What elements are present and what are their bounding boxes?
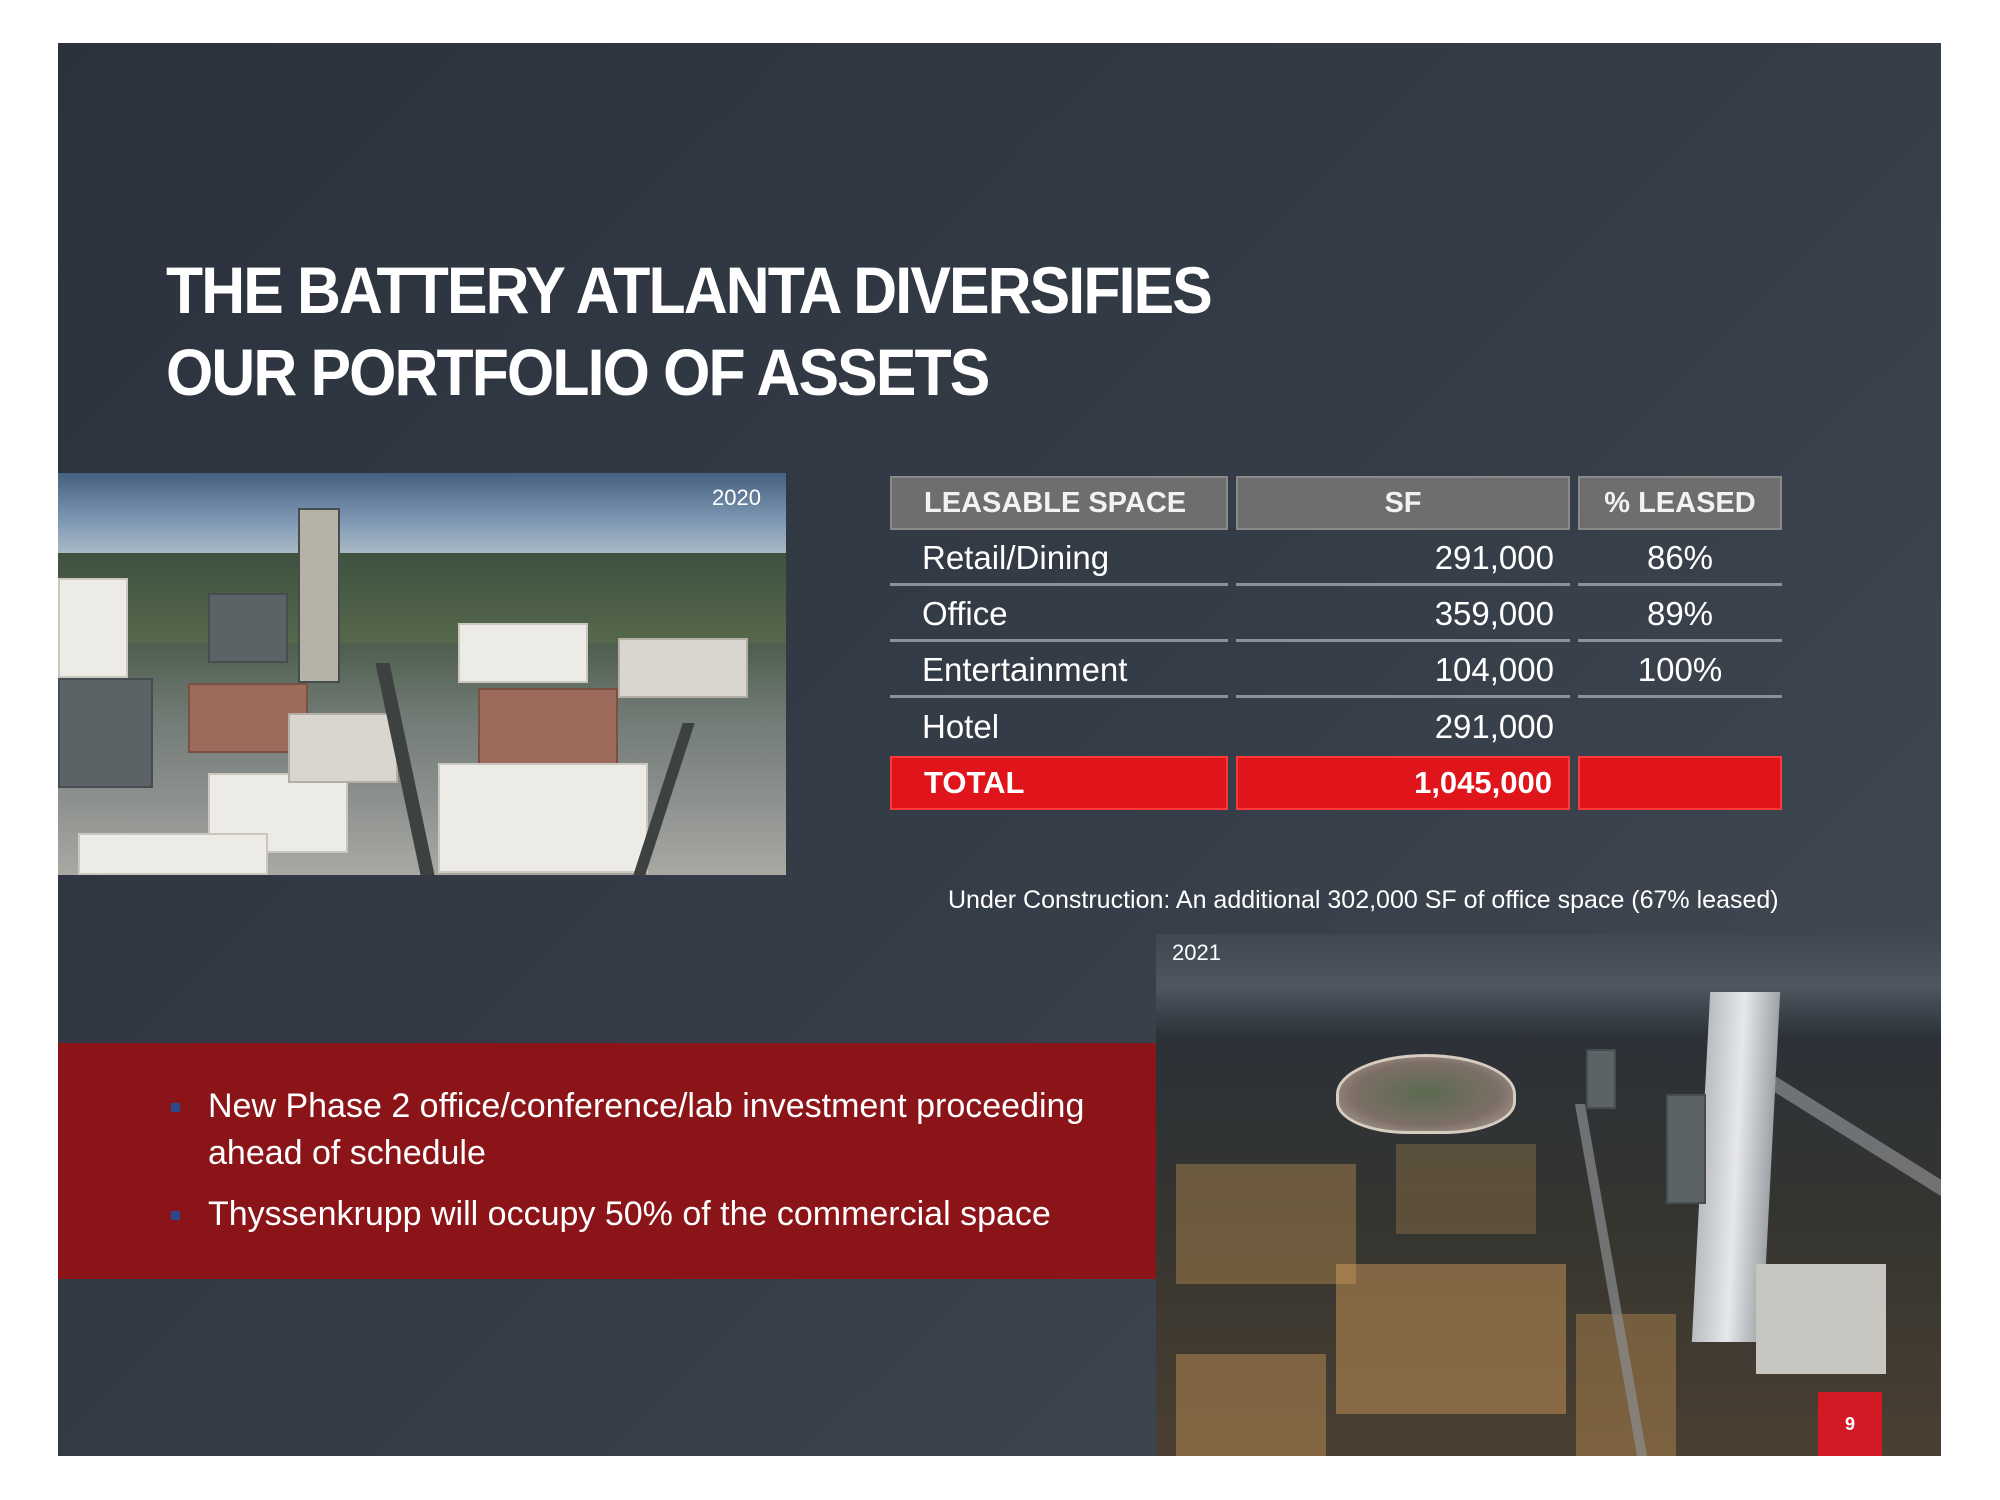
row-category: Office xyxy=(890,588,1228,642)
row-category: Entertainment xyxy=(890,644,1228,698)
photo-building xyxy=(1586,1049,1616,1109)
photo-building xyxy=(1666,1094,1706,1204)
slide-title xyxy=(166,249,1270,413)
row-percent-leased xyxy=(1578,700,1782,754)
photo-stadium xyxy=(1336,1054,1516,1134)
photo-building xyxy=(438,763,648,873)
photo-lit-block xyxy=(1396,1144,1536,1234)
bullet-item xyxy=(166,1191,1166,1238)
table-row xyxy=(890,700,1785,756)
photo-building xyxy=(288,713,398,783)
table-total-row xyxy=(890,756,1785,812)
photo-building xyxy=(58,678,153,788)
bullet-text: New Phase 2 office/conference/lab investment proceeding ahead of schedule xyxy=(208,1087,1085,1172)
photo-building xyxy=(478,688,618,768)
slide xyxy=(58,43,1941,1456)
header-leasable-space: LEASABLE SPACE xyxy=(890,476,1228,530)
row-sf: 104,000 xyxy=(1236,644,1570,698)
total-percent-leased xyxy=(1578,756,1782,810)
row-category: Retail/Dining xyxy=(890,532,1228,586)
photo-building xyxy=(298,508,340,683)
photo-year-label: 2020 xyxy=(712,485,761,510)
title-line-2: OUR PORTFOLIO OF ASSETS xyxy=(166,335,989,409)
table-row xyxy=(890,644,1785,700)
row-sf: 291,000 xyxy=(1236,532,1570,586)
photo-highway xyxy=(1769,1077,1941,1205)
leasable-space-table xyxy=(890,476,1785,812)
row-percent-leased: 86% xyxy=(1578,532,1782,586)
photo-lit-block xyxy=(1176,1354,1326,1456)
total-label: TOTAL xyxy=(890,756,1228,810)
photo-2020-aerial xyxy=(58,473,786,875)
bullet-marker xyxy=(171,1103,180,1112)
page-number: 9 xyxy=(1818,1392,1882,1456)
header-sf: SF xyxy=(1236,476,1570,530)
photo-sky xyxy=(58,473,786,553)
photo-building xyxy=(78,833,268,875)
photo-building xyxy=(58,578,128,678)
title-line-1: THE BATTERY ATLANTA DIVERSIFIES xyxy=(166,253,1211,327)
row-sf: 359,000 xyxy=(1236,588,1570,642)
photo-tower-base xyxy=(1756,1264,1886,1374)
row-percent-leased: 100% xyxy=(1578,644,1782,698)
bullet-item xyxy=(166,1083,1166,1177)
photo-year-label: 2021 xyxy=(1172,940,1221,965)
bullet-marker xyxy=(171,1211,180,1220)
bullet-text: Thyssenkrupp will occupy 50% of the commercial space xyxy=(208,1195,1051,1233)
construction-note: Under Construction: An additional 302,000 SF of office space (67% leased) xyxy=(948,886,1779,914)
photo-building xyxy=(618,638,748,698)
table-row xyxy=(890,588,1785,644)
photo-building xyxy=(458,623,588,683)
row-category: Hotel xyxy=(922,708,1000,745)
total-sf: 1,045,000 xyxy=(1236,756,1570,810)
bullet-list xyxy=(166,1083,1166,1252)
row-percent-leased: 89% xyxy=(1578,588,1782,642)
photo-lit-block xyxy=(1176,1164,1356,1284)
photo-lit-block xyxy=(1336,1264,1566,1414)
photo-treeline xyxy=(58,553,786,643)
table-row xyxy=(890,532,1785,588)
row-sf: 291,000 xyxy=(1434,708,1554,745)
photo-building xyxy=(208,593,288,663)
table-header-row xyxy=(890,476,1785,532)
photo-2021-rendering xyxy=(1156,934,1941,1456)
header-percent-leased: % LEASED xyxy=(1578,476,1782,530)
